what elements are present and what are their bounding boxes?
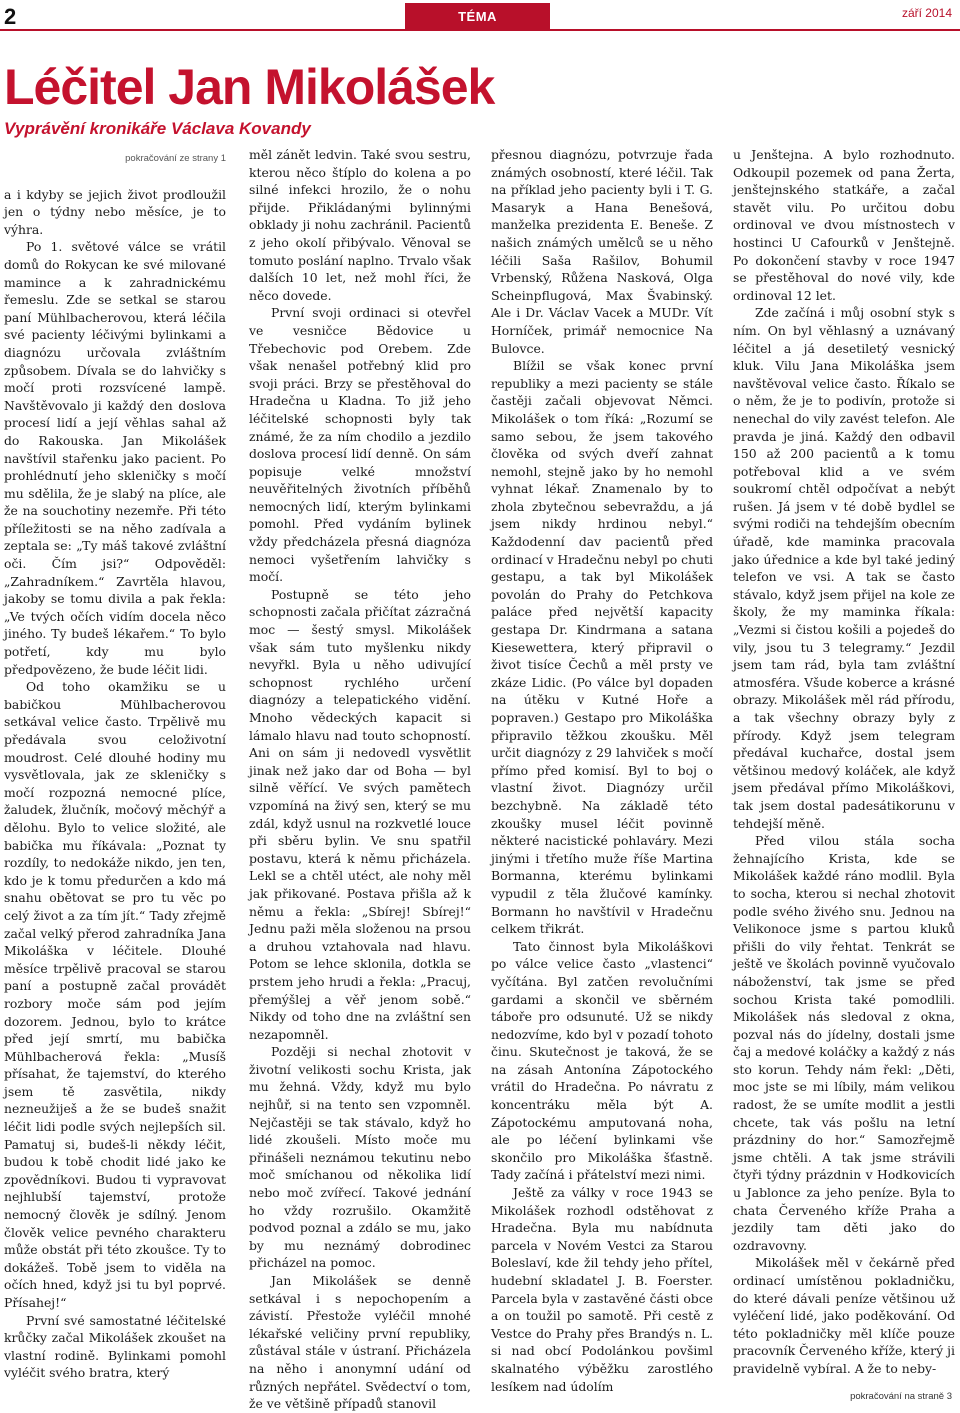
continued-from-note: pokračování ze strany 1 [125, 153, 226, 164]
paragraph: u Jenštejna. A bylo rozhodnuto. Odkoupil pozemek od pana Žerta, jenštejnského statkáře, a začal stavět vilu. Po určitou dobu ordinoval ve dvou místnostech v hostinci U Cafourků v Jenštejně. Po dokončení stavby v roce 1947 se přestěhoval do nové vily, kde ordinoval 12 let. [733, 147, 955, 303]
paragraph: Ještě za války v roce 1943 se Mikolášek rozhodl odstěhovat z Hradečna. Byla mu nabídnuta parcela v Novém Vestci za Starou Boleslaví, kde žil tehdy jeho přítel, hudební skladatel J. B. Foerster. Parcela byla v zastavěné části obce a on toužil po samotě. Při cestě z Vestce do Prahy přes Brandýs n. L. si nad obcí Podolánkou povšiml skalnatého výběžku zarostlého lesíkem nad údolím [491, 1185, 713, 1394]
paragraph: přesnou diagnózu, potvrzuje řada známých osobností, které léčil. Tak na příklad jeho pacienty byli i T. G. Masaryk a Hana Benešová, manželka prezidenta E. Beneše. Z našich známých umělců se u něho léčili Saša Rašilov, Bohumil Vrbenský, Růžena Nasková, Olga Scheinpflugová, Max Švabinský. Ale i Dr. Václav Vacek a MUDr. Vít Horníček, primář nemocnice Na Bulovce. [491, 147, 713, 356]
paragraph: Od toho okamžiku se u babičkou Mühlbacherovou setkával velice často. Trpělivě mu předávala svou celoživotní moudrost. Celé dlouhé hodiny mu vysvětlovala, jak ze skleničky s močí rozpozná nemocné plíce, žaludek, žlučník, močový měchýř a dělohu. Bylo to velice složité, ale babička mu říkávala: „Poznat ty rozdíly, to nedokáže nikdo, jen ten, kdo je k tomu předurčen a kdo má snahu obětovat se pro tu věc po celý život a za tím jít.“ Tady zřejmě začal velký přerod zahradníka Jana Mikoláška v léčitele. Dlouhé měsíce trpělivě pracoval se starou paní a postupně začal provádět rozbory moče sám pod jejím dozorem. Jednou, bylo to krátce před její smrtí, mu babička Mühlbacherová řekla: „Musíš přísahat, že tajemství, do kterého jsem tě zasvětila, nikdy nezneužiješ a že se budeš snažit léčit lidi podle svých nejlepších sil. Pamatuj si, budeš-li někdy léčit, budou k tobě chodit lidé jako ke zpovědníkovi. Budou ti vypravovat nejhlubší tajemství, protože nemocný člověk je sdílný. Jenom člověk velice pevného charakteru může obstát při této zkoušce. Ty to dokážeš. Tobě jsem to viděla na očích hned, když jsi tu byl poprvé. Přísahej!“ [4, 679, 226, 1310]
paragraph: Později si nechal zhotovit v životní velikosti sochu Krista, jak mu žehná. Vždy, když mu bylo nejhůř, si na tento sen vzpomněl. Nejčastěji se tak stávalo, když ho lidé zkoušeli. Místo moče mu přinášeli neznámou tekutinu nebo moč smíchanou od několika lidí nebo moč zvířecí. Takové jednání ho vždy rozrušilo. Okamžitě podvod poznal a zdálo se mu, jako by mu neznámý dobrodinec přicházel na pomoc. [249, 1044, 471, 1271]
article-title: Léčitel Jan Mikolášek [4, 59, 495, 115]
paragraph: Zde začíná i můj osobní styk s ním. On byl věhlasný a uznávaný léčitel a já desetiletý vesnický kluk. Vilu Jana Mikoláška jsem navštěvoval velice často. Říkalo se o něm, že je to podivín, protože si nenechal do vily zavést telefon. Ale pravda je jiná. Každý den odbavil 150 až 200 pacientů a k tomu potřeboval klid a ve svém soukromí chtěl odpočívat a nebýt rušen. Já jsem v té době bydlel se svými rodiči na tehdejším obecním úřadě, kde maminka pracovala jako úřednice a kde byl také jediný telefon ve vsi. A tak se často stávalo, když jsem přijel na kole ze školy, že my maminka říkala: „Vezmi si čistou košili a pojedeš do vily, jsou tu 3 telegramy.“ Jezdil jsem tam rád, byla tam zvláštní atmosféra. Všude koberce a krásné obrazy. Mikolášek měl rád přírodu, a tak všechny obrazy byly z přírody. Když jsem telegram předával kuchařce, dostal jsem většinou medový koláček, ale když jsem předával přímo Mikoláškovi, tak jsem dostal padesátikorunu v tehdejší měně. [733, 305, 955, 831]
paragraph: První svoji ordinaci si otevřel ve vesničce Bědovice u Třebechovic pod Orebem. Zde však nenašel potřebný klid pro svoji práci. Brzy se přestěhoval do Hradečna u Kladna. To již jeho léčitelské schopnosti byly tak známé, že za ním chodilo a jezdilo doslova procesí lidí denně. On sám popisuje velké množství neuvěřitelných životních příběhů nemocných lidí, kterým bylinkami pomohl. Před vydáním bylinek vždy předcházela přesná diagnóza nemoci vyšetřením lahvičky s močí. [249, 305, 471, 585]
continued-to-note: pokračování na straně 3 [850, 1391, 952, 1402]
page-number: 2 [4, 4, 17, 29]
paragraph: Jan Mikolášek se denně setkával i s nepochopením a závistí. Přestože vyléčil mnohé lékařské veličiny první republiky, zůstával stále v ústraní. Přicházela na něho i anonymní udání od různých nepřátel. Svědectví o tom, že ve většině případů stanovil [249, 1273, 471, 1412]
section-tab: TÉMA [405, 3, 550, 29]
paragraph: měl zánět ledvin. Také svou sestru, kterou něco štíplo do kolena a po silné infekci hrozilo, že o nohu přijde. Přikládanými bylinnými obklady ji nohu zachránil. Pacientů z jeho okolí přibývalo. Věnoval se tomuto poslání naplno. Trvalo však dalších 10 let, než mohl říci, že něco dovede. [249, 147, 471, 303]
paragraph: Postupně se této jeho schopnosti začala přičítat zázračná moc — šestý smysl. Mikolášek však sám tuto myšlenku nikdy nevyřkl. Byla u něho udivující schopnost rychlého určení diagnózy a telepatického vidění. Mnoho vědeckých kapacit si lámalo hlavu nad touto schopností. Ani on sám ji nedovedl vysvětlit jinak než jako dar od Boha — byl silně věřící. Ve svých pamětech vzpomíná na živý sen, který se mu zdál, když usnul na rozkvetlé louce při sběru bylin. Ve snu spatřil postavu, která k němu přicházela. Lekl se a chtěl utéct, ale nohy měl jak přikované. Postava přišla až k němu a řekla: „Sbírej! Sbírej!“ Jednu paži měla složenou na prsou a druhou vztahovala nad hlavu. Potom se lehce sklonila, dotkla se prstem jeho hrudi a řekla: „Pracuj, přemýšlej a věř jenom sobě.“ Nikdy od toho dne na zvláštní sen nezapomněl. [249, 586, 471, 1042]
article-column-2 [249, 146, 471, 1410]
paragraph: První své samostatné léčitelské krůčky začal Mikolášek zkoušet na vlastní rodině. Bylinkami pomohl vyléčit svého bratra, který [4, 1312, 226, 1381]
header-rule [0, 29, 960, 31]
article-column-3 [491, 146, 713, 1410]
paragraph: Před vilou stála socha žehnajícího Krista, kde se Mikolášek každé ráno modlil. Byla to socha, kterou si nechal zhotovit podle svého živého snu. Jednou na Velikonoce jsme s partou kluků přišli do vily řehtat. Tenkrát se ještě ve školách povinně vyučovalo náboženství, tak jsme se před sochou Krista také pomodlili. Mikolášek nás sledoval z okna, pozval nás do jídelny, dostali jsme čaj a medové koláčky a každý z nás sto korun. Tehdy nám řekl: „Děti, moc jste se mi líbily, mám velikou radost, že se umíte modlit a jestli chcete, tak vás pošlu na letní prázdniny do hor.“ Samozřejmě jsme chtěli. A tak jsme strávili čtyři týdny prázdnin v Hodkovicích u Jablonce za jeho peníze. Byla to chata Červeného kříže Praha a jezdily tam děti jako do ozdravovny. [733, 833, 955, 1253]
paragraph: Tato činnost byla Mikoláškovi po válce velice často „vlastenci“ vyčítána. Byl zatčen revolučními gardami a skončil ve sběrném táboře pro odsunuté. Už se nikdy nedozvíme, kdo byl v pozadí tohoto činu. Skutečnost je taková, že se na zásah Antonína Zápotockého vrátil do Hradečna. Po návratu z koncentráku měla být A. Zápotockému amputovaná noha, ale po léčení bylinkami vše skončilo pro Mikoláška šťastně. Tady začíná i přátelství mezi nimi. [491, 938, 713, 1183]
article-column-4 [733, 146, 955, 1386]
paragraph: Po 1. světové válce se vrátil domů do Rokycan ke své milované mamince a k zahradnickému řemeslu. Zde se setkal se starou paní Mühlbacherovou, která léčila své pacienty léčivými bylinkami a diagnózu určovala zvláštním způsobem. Dívala se do lahvičky s močí proti rozsvícené lampě. Navštěvovalo ji každý den doslova procesí lidí a její věhlas sahal až do Rakouska. Jan Mikolášek navštívil stařenku jako pacient. Po prohlédnutí jeho skleničky s močí mu sdělila, že je slabý na plíce, ale že na souchotiny nezemře. Při této příležitosti se na něho zadívala a zeptala se: „Ty máš takové zvláštní oči. Čím jsi?“ Odpověděl: „Zahradníkem.“ Zavrtěla hlavou, jakoby se tomu divila a pak řekla: „Ve tvých očích vidím docela něco jiného. Ty budeš lékařem.“ To bylo potřetí, kdy mu bylo předpovězeno, že bude léčit lidi. [4, 239, 226, 677]
paragraph: a i kdyby se jejich život prodloužil jen o týdny nebo měsíce, je to výhra. [4, 186, 226, 237]
article-subtitle: Vyprávění kronikáře Václava Kovandy [4, 119, 311, 138]
paragraph: Mikolášek měl v čekárně před ordinací umístěnou pokladničku, do které dávali peníze většinou už vyléčení lidé, jako poděkování. Od této pokladničky měl klíče pouze pracovník Červeného kříže, který ji pravidelně vybíral. A že to neby- [733, 1255, 955, 1376]
issue-date: září 2014 [901, 6, 952, 20]
paragraph: Blížil se však konec první republiky a mezi pacienty se stále častěji začali objevovat Němci. Mikolášek o tom říká: „Rozumí se samo sebou, že jsem takového člověka od svých dveří zahnat nemohl, stejně jako by ho nemohl vyhnat lékař. Znamenalo by to zhola zbytečnou sebevraždu, a já jsem nikdy hrdinou nebyl.“ Každodenní dav pacientů před ordinací v Hradečnu nebyl po chuti gestapu, a tak byl Mikolášek povolán do Prahy do Petchkova paláce před největší kapacity gestapa Dr. Kindrmana a satana Kiesewettera, který připravil o život tisíce Čechů a měl prsty ve zkáze Lidic. (Po válce byl dopaden na útěku v Kutné Hoře a popraven.) Gestapo pro Mikoláška připravilo těžkou zkoušku. Měl určit diagnózy z 29 lahviček s močí přímo před komisí. Byl to boj o vlastní život. Diagnózy určil bezchybně. Na základě této zkoušky musel léčit povinně některé nacistické pohlaváry. Mezi jinými i třetího muže říše Martina Bormanna, kterému bylinkami vypudil z těla žlučové kamínky. Bormann ho navštívil v Hradečnu celkem třikrát. [491, 358, 713, 937]
article-column-1 [4, 150, 226, 1396]
